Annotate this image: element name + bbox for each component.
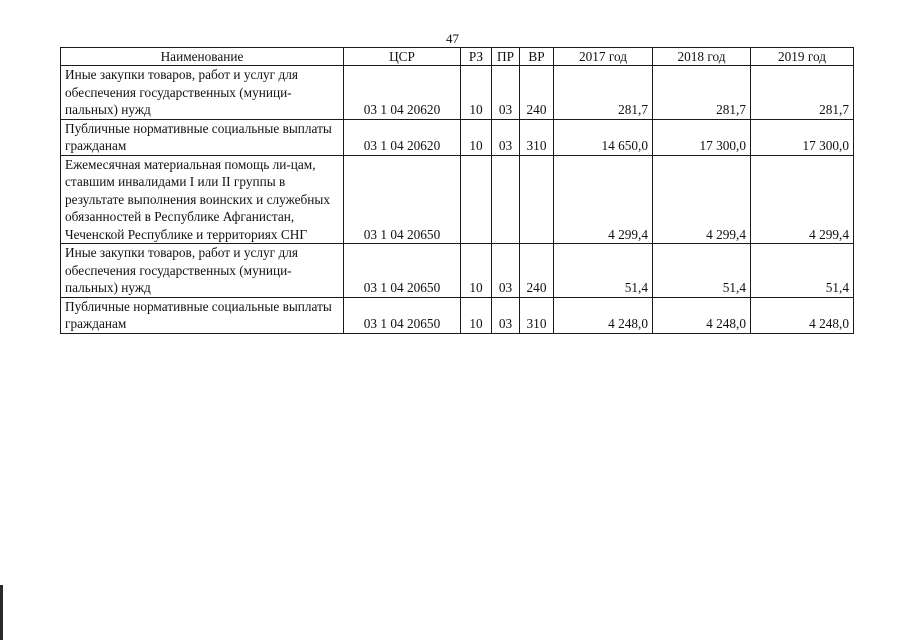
row-2017: 51,4 xyxy=(554,244,653,298)
row-2018: 4 299,4 xyxy=(653,155,751,244)
row-name: Иные закупки товаров, работ и услуг для обеспечения государственных (муници-пальных) нужд xyxy=(61,244,344,298)
row-csr: 03 1 04 20620 xyxy=(344,119,461,155)
row-csr: 03 1 04 20620 xyxy=(344,66,461,120)
row-name: Ежемесячная материальная помощь ли-цам, ставшим инвалидами I или II группы в результате выполнения воинских и служебных обязанностей в Республике Афганистан, Чеченской Республике и территориях СНГ xyxy=(61,155,344,244)
header-2019: 2019 год xyxy=(751,48,854,66)
row-pr xyxy=(492,155,520,244)
row-2017: 4 299,4 xyxy=(554,155,653,244)
row-2018: 281,7 xyxy=(653,66,751,120)
row-rz xyxy=(461,155,492,244)
row-csr: 03 1 04 20650 xyxy=(344,297,461,333)
row-csr: 03 1 04 20650 xyxy=(344,155,461,244)
row-rz: 10 xyxy=(461,119,492,155)
table-row xyxy=(61,155,854,244)
row-pr: 03 xyxy=(492,244,520,298)
header-rz: РЗ xyxy=(461,48,492,66)
row-2018: 51,4 xyxy=(653,244,751,298)
row-2017: 14 650,0 xyxy=(554,119,653,155)
row-csr: 03 1 04 20650 xyxy=(344,244,461,298)
table-row xyxy=(61,297,854,333)
row-2017: 4 248,0 xyxy=(554,297,653,333)
row-2017: 281,7 xyxy=(554,66,653,120)
row-name: Публичные нормативные социальные выплаты гражданам xyxy=(61,297,344,333)
row-rz: 10 xyxy=(461,66,492,120)
header-vr: ВР xyxy=(520,48,554,66)
row-vr: 240 xyxy=(520,244,554,298)
row-2019: 4 248,0 xyxy=(751,297,854,333)
table-row xyxy=(61,66,854,120)
budget-table xyxy=(60,47,854,334)
header-name: Наименование xyxy=(61,48,344,66)
row-name: Публичные нормативные социальные выплаты гражданам xyxy=(61,119,344,155)
row-2019: 51,4 xyxy=(751,244,854,298)
header-csr: ЦСР xyxy=(344,48,461,66)
header-pr: ПР xyxy=(492,48,520,66)
header-2017: 2017 год xyxy=(554,48,653,66)
row-vr: 310 xyxy=(520,119,554,155)
header-2018: 2018 год xyxy=(653,48,751,66)
row-vr: 240 xyxy=(520,66,554,120)
row-pr: 03 xyxy=(492,297,520,333)
row-2018: 17 300,0 xyxy=(653,119,751,155)
row-vr: 310 xyxy=(520,297,554,333)
row-rz: 10 xyxy=(461,244,492,298)
row-2018: 4 248,0 xyxy=(653,297,751,333)
row-pr: 03 xyxy=(492,66,520,120)
table-row xyxy=(61,119,854,155)
row-name: Иные закупки товаров, работ и услуг для обеспечения государственных (муници-пальных) нужд xyxy=(61,66,344,120)
row-2019: 17 300,0 xyxy=(751,119,854,155)
table-row xyxy=(61,244,854,298)
row-pr: 03 xyxy=(492,119,520,155)
row-2019: 281,7 xyxy=(751,66,854,120)
scan-edge-mark xyxy=(0,585,3,640)
row-rz: 10 xyxy=(461,297,492,333)
page-number: 47 xyxy=(446,31,459,46)
row-vr xyxy=(520,155,554,244)
table-header-row xyxy=(61,48,854,66)
row-2019: 4 299,4 xyxy=(751,155,854,244)
